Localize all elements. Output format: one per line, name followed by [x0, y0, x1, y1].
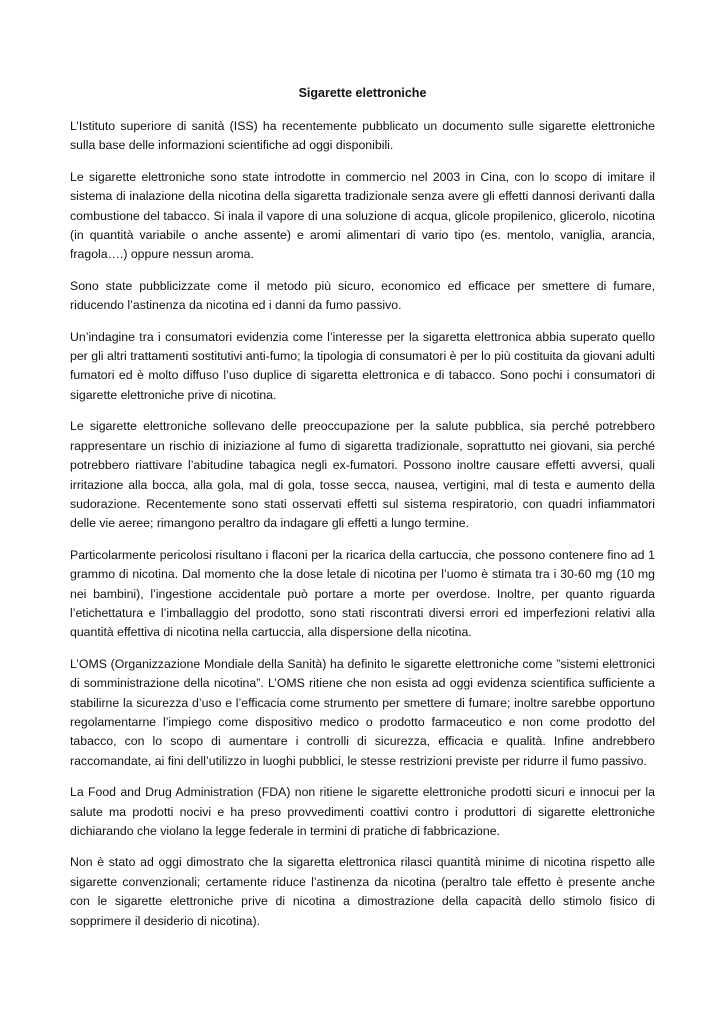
paragraph-4: Un’indagine tra i consumatori evidenzia come l’interesse per la sigaretta elettronica abbia superato quello per gli altri trattamenti sostitutivi anti-fumo; la tipologia di consumatori è per lo più costituita da giovani adulti fumatori ed è molto diffuso l’uso duplice di sigaretta elettronica e di tabacco. Sono pochi i consumatori di sigarette elettroniche prive di nicotina.: [70, 329, 655, 402]
paragraph-7: L’OMS (Organizzazione Mondiale della Sanità) ha definito le sigarette elettroniche come ”sistemi elettronici di somministrazione della nicotina”. L’OMS ritiene che non esista ad oggi evidenza scientifica sufficiente a stabilirne la sicurezza d’uso e l’efficacia come strumento per smettere di fumare; inoltre sarebbe opportuno regolamentarne l’impiego come dispositivo medico o prodotto farmaceutico e non come prodotto del tabacco, con lo scopo di aumentare i controlli di sicurezza, efficacia e qualità. Infine andrebbero raccomandate, ai fini dell’utilizzo in luoghi pubblici, le stesse restrizioni previste per ridurre il fumo passivo.: [70, 656, 655, 768]
paragraph-1: L’Istituto superiore di sanità (ISS) ha recentemente pubblicato un documento sulle sigarette elettroniche sulla base delle informazioni scientifiche ad oggi disponibili.: [70, 119, 655, 153]
paragraph-8: La Food and Drug Administration (FDA) non ritiene le sigarette elettroniche prodotti sicuri e innocui per la salute ma prodotti nocivi e ha preso provvedimenti coattivi contro i produttori di sigarette elettroniche dichiarando che violano la legge federale in termini di pratiche di fabbricazione.: [70, 785, 655, 838]
document-title: Sigarette elettroniche: [298, 86, 427, 100]
document-body: [70, 117, 655, 943]
paragraph-2: Le sigarette elettroniche sono state introdotte in commercio nel 2003 in Cina, con lo scopo di imitare il sistema di inalazione della nicotina della sigaretta tradizionale senza avere gli effetti dannosi derivanti dalla combustione del tabacco. Si inala il vapore di una soluzione di acqua, glicole propilenico, glicerolo, nicotina (in quantità variabile o anche assente) e aromi alimentari di vario tipo (es. mentolo, vaniglia, arancia, fragola….) oppure nessun aroma.: [70, 169, 655, 262]
paragraph-5: Le sigarette elettroniche sollevano delle preoccupazione per la salute pubblica, sia perché potrebbero rappresentare un rischio di iniziazione al fumo di sigaretta tradizionale, soprattutto nei giovani, sia perché potrebbero riattivare l’abitudine tabagica negli ex-fumatori. Possono inoltre causare effetti avversi, quali irritazione alla bocca, alla gola, mal di gola, tosse secca, nausea, vertigini, mal di testa e aumento della sudorazione. Recentemente sono stati osservati effetti sul sistema respiratorio, con quadri infiammatori delle vie aeree; rimangono peraltro da indagare gli effetti a lungo termine.: [70, 419, 655, 531]
paragraph-3: Sono state pubblicizzate come il metodo più sicuro, economico ed efficace per smettere di fumare, riducendo l’astinenza da nicotina ed i danni da fumo passivo.: [70, 278, 655, 313]
paragraph-9: Non è stato ad oggi dimostrato che la sigaretta elettronica rilasci quantità minime di nicotina rispetto alle sigarette convenzionali; certamente riduce l’astinenza da nicotina (peraltro tale effetto è presente anche con le sigarette elettroniche prive di nicotina a dimostrazione della capacità dello stimolo fisico di sopprimere il desiderio di nicotina).: [70, 855, 655, 928]
paragraph-6: Particolarmente pericolosi risultano i flaconi per la ricarica della cartuccia, che possono contenere fino ad 1 grammo di nicotina. Dal momento che la dose letale di nicotina per l’uomo è stimata tra i 30-60 mg (10 mg nei bambini), l’ingestione accidentale può portare a morte per overdose. Inoltre, per quanto riguarda l’etichettatura e l’imballaggio del prodotto, sono stati riscontrati diversi errori ed imperfezioni relativi alla quantità effettiva di nicotina nella cartuccia, alla dispersione della nicotina.: [70, 547, 655, 640]
